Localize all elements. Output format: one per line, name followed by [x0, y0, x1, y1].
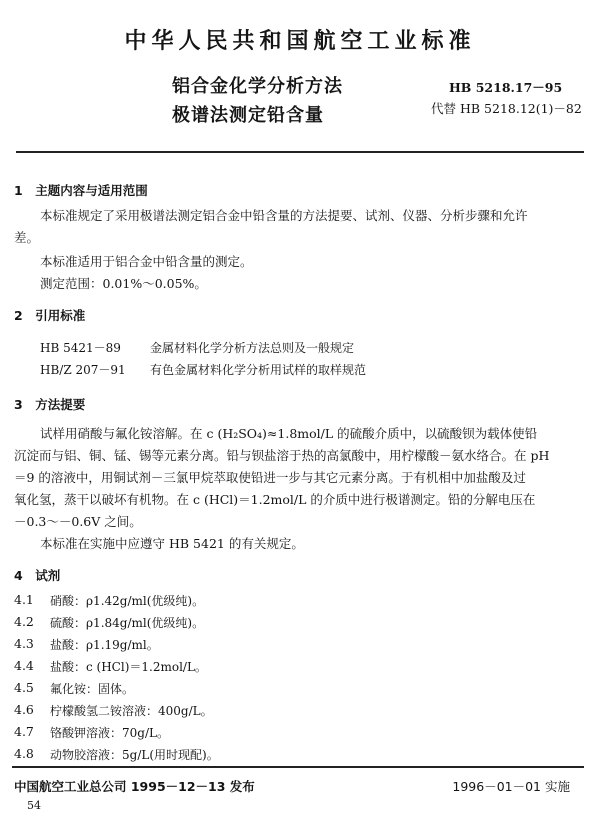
- section-1-heading: 1 主题内容与适用范围: [14, 183, 148, 198]
- section-3-line-5: －0.3～－0.6V 之间。: [14, 514, 142, 529]
- reagent-number: 4.7: [14, 724, 34, 739]
- reagent-number: 4.6: [14, 702, 34, 717]
- replaces-code: 代替 HB 5218.12(1)－82: [431, 101, 582, 116]
- section-3-line-2: 沉淀而与铝、铜、锰、锡等元素分离。铅与钡盐溶于热的高氯酸中，用柠檬酸－氨水络合。在 pH: [14, 448, 550, 463]
- section-3-paragraph-2: 本标准在实施中应遵守 HB 5421 的有关规定。: [40, 536, 304, 551]
- reagent-text: 氟化铵：固体。: [50, 682, 135, 696]
- section-1-paragraph-1-line-2: 差。: [14, 230, 40, 245]
- effective-date: 1996－01－01 实施: [452, 779, 570, 794]
- reagent-text: 柠檬酸氢二铵溶液：400g/L。: [50, 704, 213, 718]
- reagent-text: 盐酸：ρ1.19g/ml。: [50, 638, 159, 652]
- section-4-heading: 4 试剂: [14, 568, 61, 583]
- reagent-text: 硫酸：ρ1.84g/ml(优级纯)。: [50, 616, 205, 630]
- reagent-number: 4.1: [14, 592, 34, 607]
- section-1-paragraph-1-line-1: 本标准规定了采用极谱法测定铝合金中铅含量的方法提要、试剂、仪器、分析步骤和允许: [40, 208, 528, 223]
- section-3-line-4: 氧化氢，蒸干以破坏有机物。在 c (HCl)＝1.2mol/L 的介质中进行极谱测定。铅的分解电压在: [14, 492, 536, 507]
- section-3-heading: 3 方法提要: [14, 397, 86, 412]
- standard-title: 中华人民共和国航空工业标准: [124, 29, 476, 54]
- reference-name: 金属材料化学分析方法总则及一般规定: [150, 341, 355, 355]
- reagent-text: 硝酸：ρ1.42g/ml(优级纯)。: [50, 594, 205, 608]
- footer-divider: [12, 766, 584, 768]
- reagent-number: 4.8: [14, 746, 34, 761]
- reagent-number: 4.2: [14, 614, 34, 629]
- section-1-paragraph-2: 本标准适用于铝合金中铅含量的测定。: [40, 254, 253, 269]
- reagent-text: 铬酸钾溶液：70g/L。: [50, 726, 169, 740]
- section-3-line-3: ＝9 的溶液中，用铜试剂－三氯甲烷萃取使铅进一步与其它元素分离。于有机相中加盐酸及过: [14, 470, 526, 485]
- section-3-line-1: 试样用硝酸与氟化铵溶解。在 c (H₂SO₄)≈1.8mol/L 的硫酸介质中，以硫酸钡为载体使铅: [40, 426, 538, 441]
- page-number: 54: [27, 799, 41, 812]
- standard-code: HB 5218.17－95: [449, 80, 563, 95]
- reference-code: HB/Z 207－91: [40, 363, 126, 377]
- section-2-heading: 2 引用标准: [14, 308, 86, 323]
- issue-date: 中国航空工业总公司 1995－12－13 发布: [14, 779, 255, 794]
- reference-name: 有色金属材料化学分析用试样的取样规范: [150, 363, 367, 377]
- document-title-line2: 极谱法测定铅含量: [172, 105, 324, 126]
- section-1-paragraph-3: 测定范围：0.01%～0.05%。: [40, 276, 207, 291]
- reagent-text: 盐酸：c (HCl)＝1.2mol/L。: [50, 660, 207, 674]
- reference-code: HB 5421－89: [40, 341, 121, 355]
- reagent-text: 动物胶溶液：5g/L(用时现配)。: [50, 748, 219, 762]
- header-divider: [16, 151, 584, 153]
- document-title-line1: 铝合金化学分析方法: [172, 76, 343, 97]
- reagent-number: 4.3: [14, 636, 34, 651]
- reagent-number: 4.5: [14, 680, 34, 695]
- reagent-number: 4.4: [14, 658, 34, 673]
